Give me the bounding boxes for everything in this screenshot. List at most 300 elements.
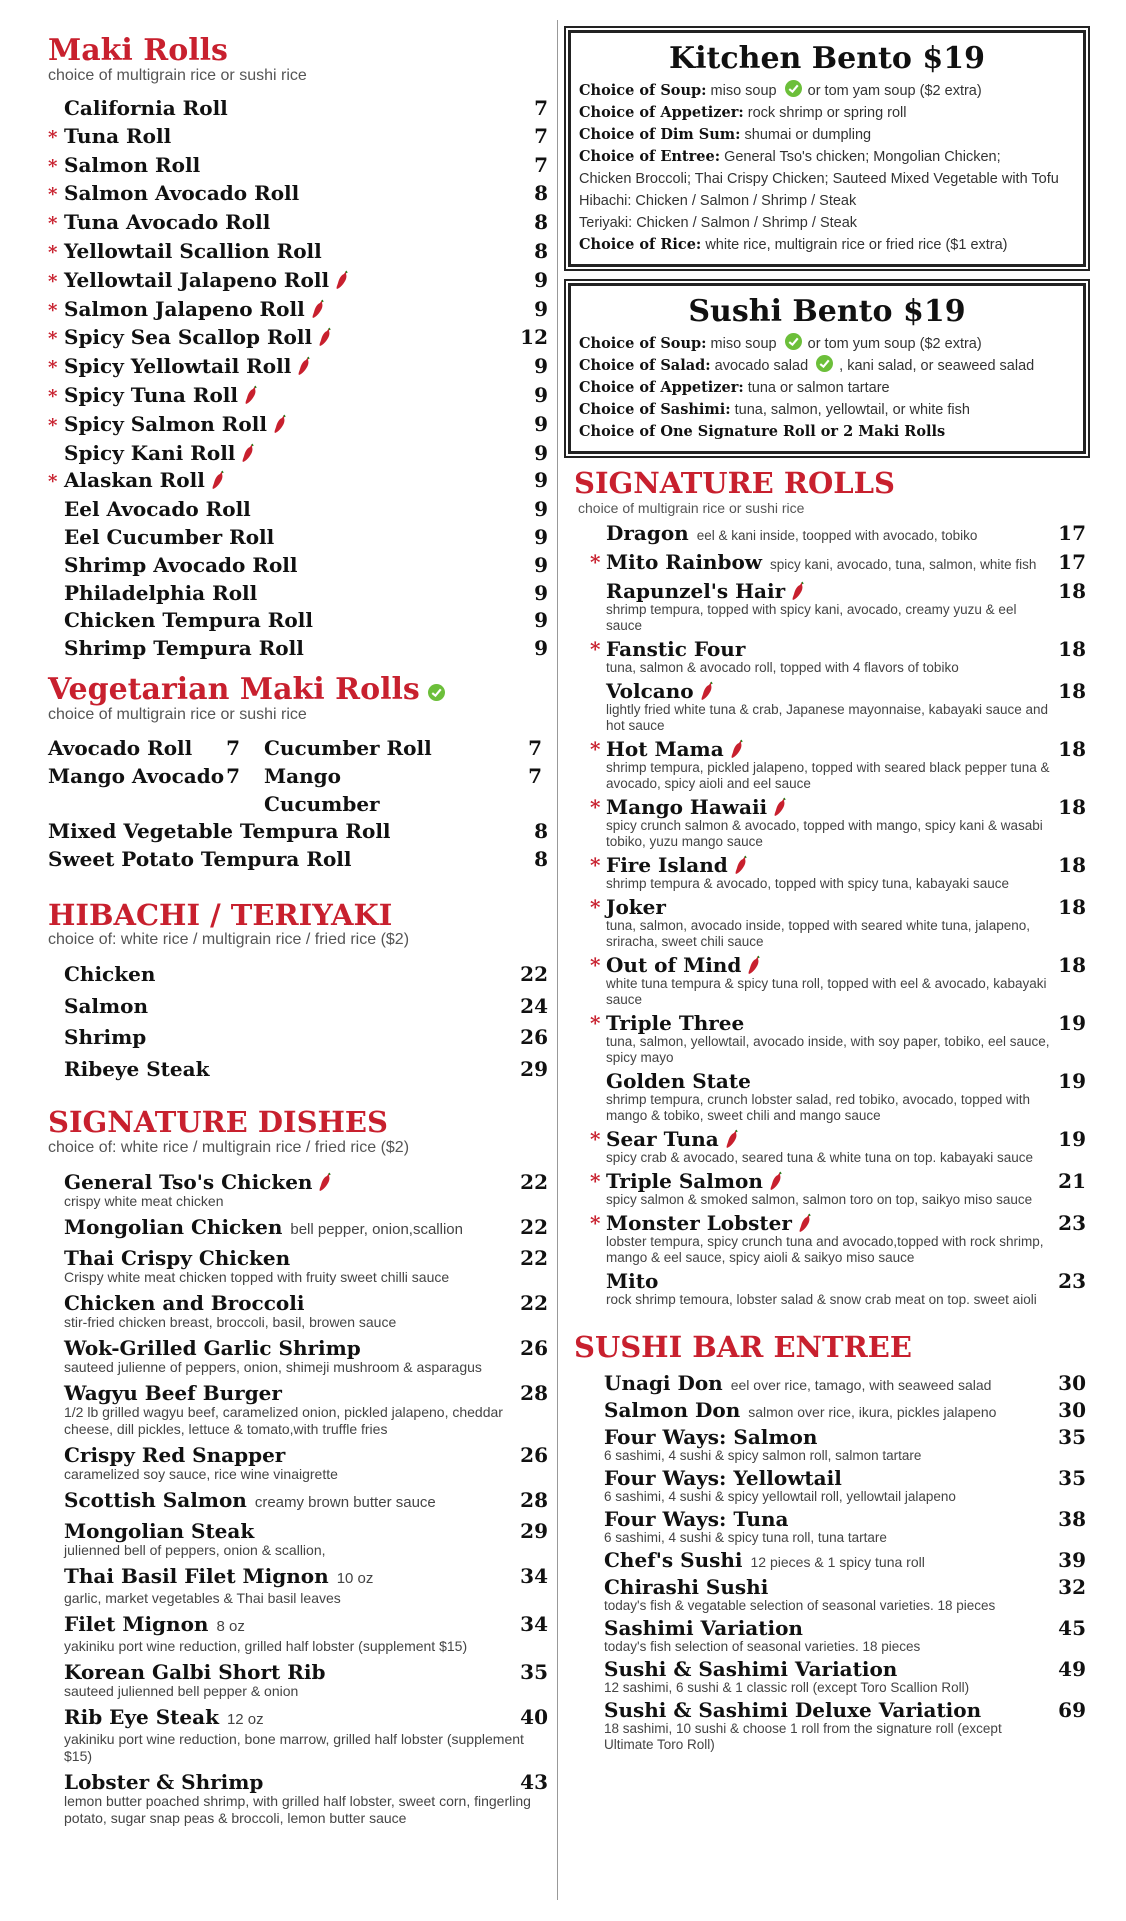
roll-header [590,549,1086,576]
sig-dishes-subtitle: choice of: white rice / multigrain rice / fried rice ($2) [48,1139,410,1157]
kitchen-bento-lines [579,80,1075,256]
chili-pepper-icon [297,356,311,376]
roll-name [606,854,1056,876]
item-name: Spicy Salmon Roll [64,411,518,439]
roll-description: white tuna tempura & spicy tuna roll, topped with eel & avocado, kabayaki sauce [606,975,1047,1007]
maki-item [48,635,548,663]
item-name: Eel Avocado Roll [64,497,251,522]
green-check-icon [785,80,802,97]
entree-header [604,1658,1086,1680]
dish-item [64,1565,548,1607]
signature-roll [590,952,1086,1008]
chili-pepper-icon [725,1129,739,1149]
hibachi-subtitle: choice of: white rice / multigrain rice / fried rice ($2) [48,931,410,949]
bento-text: white rice, multigrain rice or fried rice ($1 extra) [705,237,1008,253]
roll-name-text: Triple Three [606,1010,745,1035]
veg-cell [48,734,248,762]
roll-inline-note: eel & kani inside, toopped with avocado, tobiko [696,527,978,543]
dish-price: 22 [520,1246,548,1271]
signature-roll [590,894,1086,950]
dish-price: 22 [520,1291,548,1316]
sushi-bar-title: SUSHI BAR ENTREE [574,1329,912,1364]
green-check-icon [785,333,802,350]
dish-name-text: Chicken and Broccoli [64,1291,305,1316]
item-name: Spicy Tuna Roll [64,382,518,410]
entree-name-text: Sushi & Sashimi Variation [604,1656,898,1681]
sushi-bar-item [604,1467,1086,1505]
entree-description: 18 sashimi, 10 sushi & choose 1 roll from the signature roll (except Ultimate Toro Roll) [604,1720,1002,1752]
star-marker: * [48,126,58,148]
entree-price: 69 [1058,1697,1086,1722]
dish-name-text: Thai Crispy Chicken [64,1246,291,1271]
veg-item-price: 7 [226,735,240,760]
dish-header [64,1613,548,1638]
bento-line [579,102,1075,124]
star-marker: * [48,471,58,493]
entree-description: today's fish selection of seasonal varieties. 18 pieces [604,1638,921,1654]
star-marker: * [48,213,58,235]
roll-header [590,852,1086,877]
bento-line [579,212,1075,234]
maki-item [48,382,548,411]
dish-header [64,1706,548,1731]
dish-item [64,1661,548,1700]
item-price: 9 [534,440,548,465]
sushi-bar-item [604,1658,1086,1696]
chili-pepper-icon [769,1171,783,1191]
veg-item-name: Avocado Roll [48,735,193,760]
dish-header [64,1292,548,1314]
maki-item [48,123,548,152]
roll-header [590,1168,1086,1193]
star-marker: * [48,184,58,206]
item-name: Chicken [64,962,156,987]
item-price: 8 [534,818,548,843]
maki-item [48,353,548,382]
hibachi-item [48,959,548,991]
roll-header [606,1070,1086,1092]
star-marker: * [590,1126,601,1151]
dish-name-text: Wok-Grilled Garlic Shrimp [64,1336,361,1361]
roll-header [590,1210,1086,1235]
veg-item-name: Mango Cucumber [264,763,380,816]
dish-name-text: Lobster & Shrimp [64,1770,264,1795]
roll-description: tuna, salmon, yellowtail, avocado inside, with soy paper, tobiko, eel sauce, spicy mayo [606,1033,1050,1065]
bento-label: Choice of Entree: [579,148,721,165]
dish-name-text: Wagyu Beef Burger [64,1381,282,1406]
dish-name-text: General Tso's Chicken [64,1170,313,1195]
roll-header [606,580,1086,602]
dish-price: 26 [520,1336,548,1361]
roll-description: spicy crab & avocado, seared tuna & white tuna on top. kabayaki sauce [606,1149,1034,1165]
dish-item [64,1337,548,1376]
dish-description: sauteed julienne of peppers, onion, shimeji mushroom & asparagus [64,1359,482,1376]
item-name: Sweet Potato Tempura Roll [48,846,352,871]
dish-name-text: Scottish Salmon [64,1488,247,1513]
bento-after: or tom yum soup ($2 extra) [807,336,982,352]
sushi-bar-item [604,1576,1086,1614]
veg-item [48,818,548,846]
star-marker: * [590,852,601,877]
roll-name-text: Rapunzel's Hair [606,578,786,603]
chili-pepper-icon [311,299,325,319]
roll-inline-note: spicy kani, avocado, tuna, salmon, white fish [770,556,1037,572]
item-price: 9 [534,296,548,321]
dish-description: caramelized soy sauce, rice wine vinaigrette [64,1466,338,1483]
dish-name [64,1337,518,1359]
item-name: Yellowtail Scallion Roll [64,238,322,263]
star-marker: * [48,299,58,321]
entree-name-text: Four Ways: Tuna [604,1506,789,1531]
roll-name [606,1012,1056,1034]
dish-name-text: Mongolian Chicken [64,1215,283,1240]
star-marker: * [590,1010,601,1035]
roll-description: spicy crunch salmon & avocado, topped with mango, spicy kani & wasabi tobiko, yuzu mango sauce [606,817,1043,849]
chili-pepper-icon [798,1213,812,1233]
dish-name-text: Crispy Red Snapper [64,1443,286,1468]
dish-name [64,1444,518,1466]
green-check-icon [816,355,833,372]
roll-description: lobster tempura, spicy crunch tuna and avocado,topped with rock shrimp, mango & eel sauce, spicy aioli & saikyo miso sauce [606,1233,1044,1265]
item-price: 9 [534,354,548,379]
sushi-bar-item [604,1549,1086,1573]
entree-price: 30 [1058,1397,1086,1422]
item-name: Salmon Roll [64,152,201,177]
roll-price: 19 [1058,1010,1086,1035]
sushi-bar-item [604,1372,1086,1396]
entree-name-text: Four Ways: Yellowtail [604,1465,842,1490]
roll-price: 23 [1058,1268,1086,1293]
bento-text: shumai or dumpling [744,127,872,143]
signature-roll [590,1126,1086,1166]
signature-roll [590,1210,1086,1266]
entree-description: 6 sashimi, 4 sushi & spicy tuna roll, tuna tartare [604,1529,887,1545]
dish-name [64,1171,518,1193]
item-price: 9 [534,382,548,407]
roll-description: shrimp tempura, crunch lobster salad, red tobiko, avocado, topped with mango & tobiko, sweet chili and mango sauce [606,1091,1030,1123]
item-name: Philadelphia Roll [64,580,258,605]
bento-text: tuna or salmon tartare [747,380,890,396]
maki-item [48,152,548,181]
entree-inline-note: salmon over rice, ikura, pickles jalapeno [748,1403,997,1420]
dish-description: yakiniku port wine reduction, bone marrow, grilled half lobster (supplement $15) [64,1731,524,1765]
maki-item [48,238,548,267]
dish-description: stir-fried chicken breast, broccoli, basil, browen sauce [64,1314,397,1331]
entree-name [604,1399,1052,1423]
dish-description: lemon butter poached shrimp, with grilled half lobster, sweet corn, fingerling potato, sugar snap peas & broccoli, lemon butter sauce [64,1793,531,1827]
roll-header [606,680,1086,702]
entree-price: 32 [1058,1574,1086,1599]
item-price: 8 [534,210,548,235]
roll-name-text: Fanstic Four [606,636,746,661]
dish-header [64,1216,548,1241]
bento-text: miso soup [710,336,777,352]
entree-description: today's fish & vegatable selection of seasonal varieties. 18 pieces [604,1597,996,1613]
roll-price: 17 [1058,549,1086,574]
entree-header [604,1617,1086,1639]
veg-item-price: 7 [528,763,542,788]
bento-label: Choice of Sashimi: [579,401,731,418]
roll-name-text: Hot Mama [606,736,724,761]
dish-inline-note: 10 oz [336,1570,374,1588]
dish-item [64,1171,548,1210]
star-marker: * [48,357,58,379]
entree-header [604,1508,1086,1530]
dish-name [64,1613,518,1638]
entree-name [604,1617,1052,1639]
signature-roll [590,636,1086,676]
veg-cell [48,762,248,818]
roll-name-text: Mito Rainbow [606,549,762,574]
bento-text: rock shrimp or spring roll [747,105,907,121]
bento-after: or tom yam soup ($2 extra) [807,83,982,99]
item-name: Salmon Avocado Roll [64,181,300,206]
bento-line [579,146,1075,168]
star-marker: * [48,270,58,292]
sushi-bento-box [568,283,1086,454]
roll-price: 18 [1058,952,1086,977]
dish-item [64,1613,548,1655]
veg-subtitle: choice of multigrain rice or sushi rice [48,705,307,723]
dish-header [64,1771,548,1793]
item-price: 7 [534,123,548,148]
item-name: Tuna Roll [64,123,172,148]
roll-description: shrimp tempura & avocado, topped with spicy tuna, kabayaki sauce [606,875,1009,891]
sushi-bar-item [604,1508,1086,1546]
sushi-bento-lines [579,333,1075,443]
maki-item [48,580,548,608]
item-price: 9 [534,524,548,549]
dish-header [64,1337,548,1359]
maki-item [48,496,548,524]
signature-rolls-list [566,522,1086,1308]
entree-price: 35 [1058,1424,1086,1449]
bento-line [579,168,1075,190]
bento-text: miso soup [710,83,777,99]
dish-price: 22 [520,1170,548,1195]
roll-name [606,1212,1056,1234]
signature-roll [606,1270,1086,1308]
entree-inline-note: eel over rice, tamago, with seaweed salad [730,1376,992,1393]
signature-roll [606,1070,1086,1124]
veg-item-name: Cucumber Roll [264,735,432,760]
star-marker: * [48,414,58,436]
roll-name-text: Mango Hawaii [606,794,768,819]
item-name: Eel Cucumber Roll [64,524,275,549]
roll-price: 18 [1058,678,1086,703]
dish-item [64,1292,548,1331]
dish-inline-note: creamy brown butter sauce [254,1494,436,1512]
dish-name-text: Rib Eye Steak [64,1705,219,1730]
star-marker: * [590,952,601,977]
signature-roll [590,549,1086,576]
signature-roll [606,580,1086,634]
maki-item [48,267,548,296]
dish-inline-note: bell pepper, onion,scallion [290,1221,463,1239]
sig-rolls-subtitle: choice of multigrain rice or sushi rice [578,499,805,516]
roll-name [606,1070,1056,1092]
bento-label: Choice of Salad: [579,357,711,374]
item-price: 8 [534,238,548,263]
entree-name-text: Unagi Don [604,1370,723,1395]
roll-name-text: Dragon [606,520,689,545]
roll-name-text: Sear Tuna [606,1126,719,1151]
sushi-bar-item [604,1699,1086,1753]
roll-name-text: Triple Salmon [606,1168,763,1193]
veg-long-list [48,818,548,874]
dish-header [64,1444,548,1466]
column-divider [557,20,558,1900]
roll-name [606,896,1056,918]
entree-price: 38 [1058,1506,1086,1531]
roll-price: 19 [1058,1126,1086,1151]
star-marker: * [48,155,58,177]
sushi-bento-title: Sushi Bento $19 [688,294,966,329]
dish-header [64,1661,548,1683]
chili-pepper-icon [335,270,349,290]
entree-header [604,1399,1086,1423]
bento-line [579,377,1075,399]
dish-description: 1/2 lb grilled wagyu beef, caramelized onion, pickled jalapeno, cheddar cheese, dill pickles, lettuce & tomato,with truffle fries [64,1404,503,1438]
right-column [566,30,1086,1756]
chili-pepper-icon [730,739,744,759]
item-name: Shrimp Tempura Roll [64,636,304,661]
dish-header [64,1171,548,1193]
bento-line [579,421,1075,443]
maki-list [48,95,548,663]
bento-line [579,190,1075,212]
entree-header [604,1699,1086,1721]
chili-pepper-icon [318,1172,332,1192]
item-name: Chicken Tempura Roll [64,608,313,633]
roll-name [606,680,1056,702]
roll-price: 18 [1058,794,1086,819]
dish-header [64,1565,548,1590]
roll-name [606,638,1056,660]
signature-dishes-list [48,1171,548,1827]
dish-name [64,1292,518,1314]
dish-name-text: Korean Galbi Short Rib [64,1660,326,1685]
bento-line [579,399,1075,421]
roll-price: 18 [1058,852,1086,877]
roll-price: 18 [1058,636,1086,661]
hibachi-list [48,959,548,1085]
entree-price: 30 [1058,1370,1086,1395]
roll-header [590,1010,1086,1035]
maki-item [48,296,548,325]
maki-item [48,607,548,635]
roll-name [606,738,1056,760]
roll-name [606,1128,1056,1150]
dish-name [64,1247,518,1269]
veg-grid [48,734,548,818]
chili-pepper-icon [244,385,258,405]
dish-item [64,1216,548,1241]
item-price: 24 [520,993,548,1018]
veg-cell [248,762,458,818]
roll-price: 18 [1058,736,1086,761]
dish-description: crispy white meat chicken [64,1193,224,1210]
signature-roll [590,1168,1086,1208]
signature-roll [606,680,1086,734]
signature-roll [590,852,1086,892]
entree-header [604,1467,1086,1489]
star-marker: * [48,385,58,407]
kitchen-bento-title: Kitchen Bento $19 [669,41,985,76]
entree-name-text: Salmon Don [604,1397,741,1422]
item-price: 9 [534,552,548,577]
dish-price: 35 [520,1660,548,1685]
maki-item [48,552,548,580]
roll-header [590,736,1086,761]
entree-header [604,1372,1086,1396]
roll-header [590,1126,1086,1151]
bento-label: Choice of Rice: [579,236,702,253]
item-name: Spicy Kani Roll [64,440,518,468]
hibachi-item [48,991,548,1023]
kitchen-bento-box [568,30,1086,267]
dish-price: 43 [520,1770,548,1795]
roll-description: spicy salmon & smoked salmon, salmon toro on top, saikyo miso sauce [606,1191,1033,1207]
dish-item [64,1771,548,1827]
veg-item-name: Mango Avocado [48,763,225,788]
bento-label: Choice of Appetizer: [579,379,744,396]
star-marker: * [590,1168,601,1193]
item-price: 9 [534,497,548,522]
entree-description: 6 sashimi, 4 sushi & spicy salmon roll, salmon tartare [604,1447,922,1463]
star-marker: * [590,549,601,574]
entree-price: 35 [1058,1465,1086,1490]
bento-text: avocado salad [714,358,809,374]
dish-name [64,1520,518,1542]
entree-inline-note: 12 pieces & 1 spicy tuna roll [750,1553,925,1570]
dish-price: 26 [520,1443,548,1468]
item-price: 26 [520,1025,548,1050]
dish-item [64,1247,548,1286]
roll-name [606,954,1056,976]
dish-name [64,1565,518,1590]
roll-price: 23 [1058,1210,1086,1235]
entree-description: 12 sashimi, 6 sushi & 1 classic roll (except Toro Scallion Roll) [604,1679,970,1695]
dish-name [64,1661,518,1683]
item-name: Mixed Vegetable Tempura Roll [48,818,391,843]
entree-header [604,1576,1086,1598]
veg-item-price: 7 [226,763,240,788]
dish-description: Crispy white meat chicken topped with fruity sweet chilli sauce [64,1269,450,1286]
dish-name-text: Filet Mignon [64,1612,209,1637]
dish-price: 40 [520,1705,548,1730]
item-price: 8 [534,181,548,206]
roll-header [590,636,1086,661]
dish-description: sauteed julienned bell pepper & onion [64,1683,299,1700]
roll-name-text: Fire Island [606,852,728,877]
maki-item [48,180,548,209]
roll-name [606,1170,1056,1192]
bento-label: Choice of Soup: [579,335,707,352]
entree-name [604,1426,1052,1448]
roll-name [606,522,1056,547]
maki-item [48,524,548,552]
signature-roll [590,736,1086,792]
entree-price: 45 [1058,1615,1086,1640]
veg-item [48,846,548,874]
entree-name [604,1658,1052,1680]
dish-price: 28 [520,1381,548,1406]
left-column [48,34,548,1833]
dish-price: 28 [520,1488,548,1513]
item-price: 8 [534,846,548,871]
chili-pepper-icon [747,955,761,975]
